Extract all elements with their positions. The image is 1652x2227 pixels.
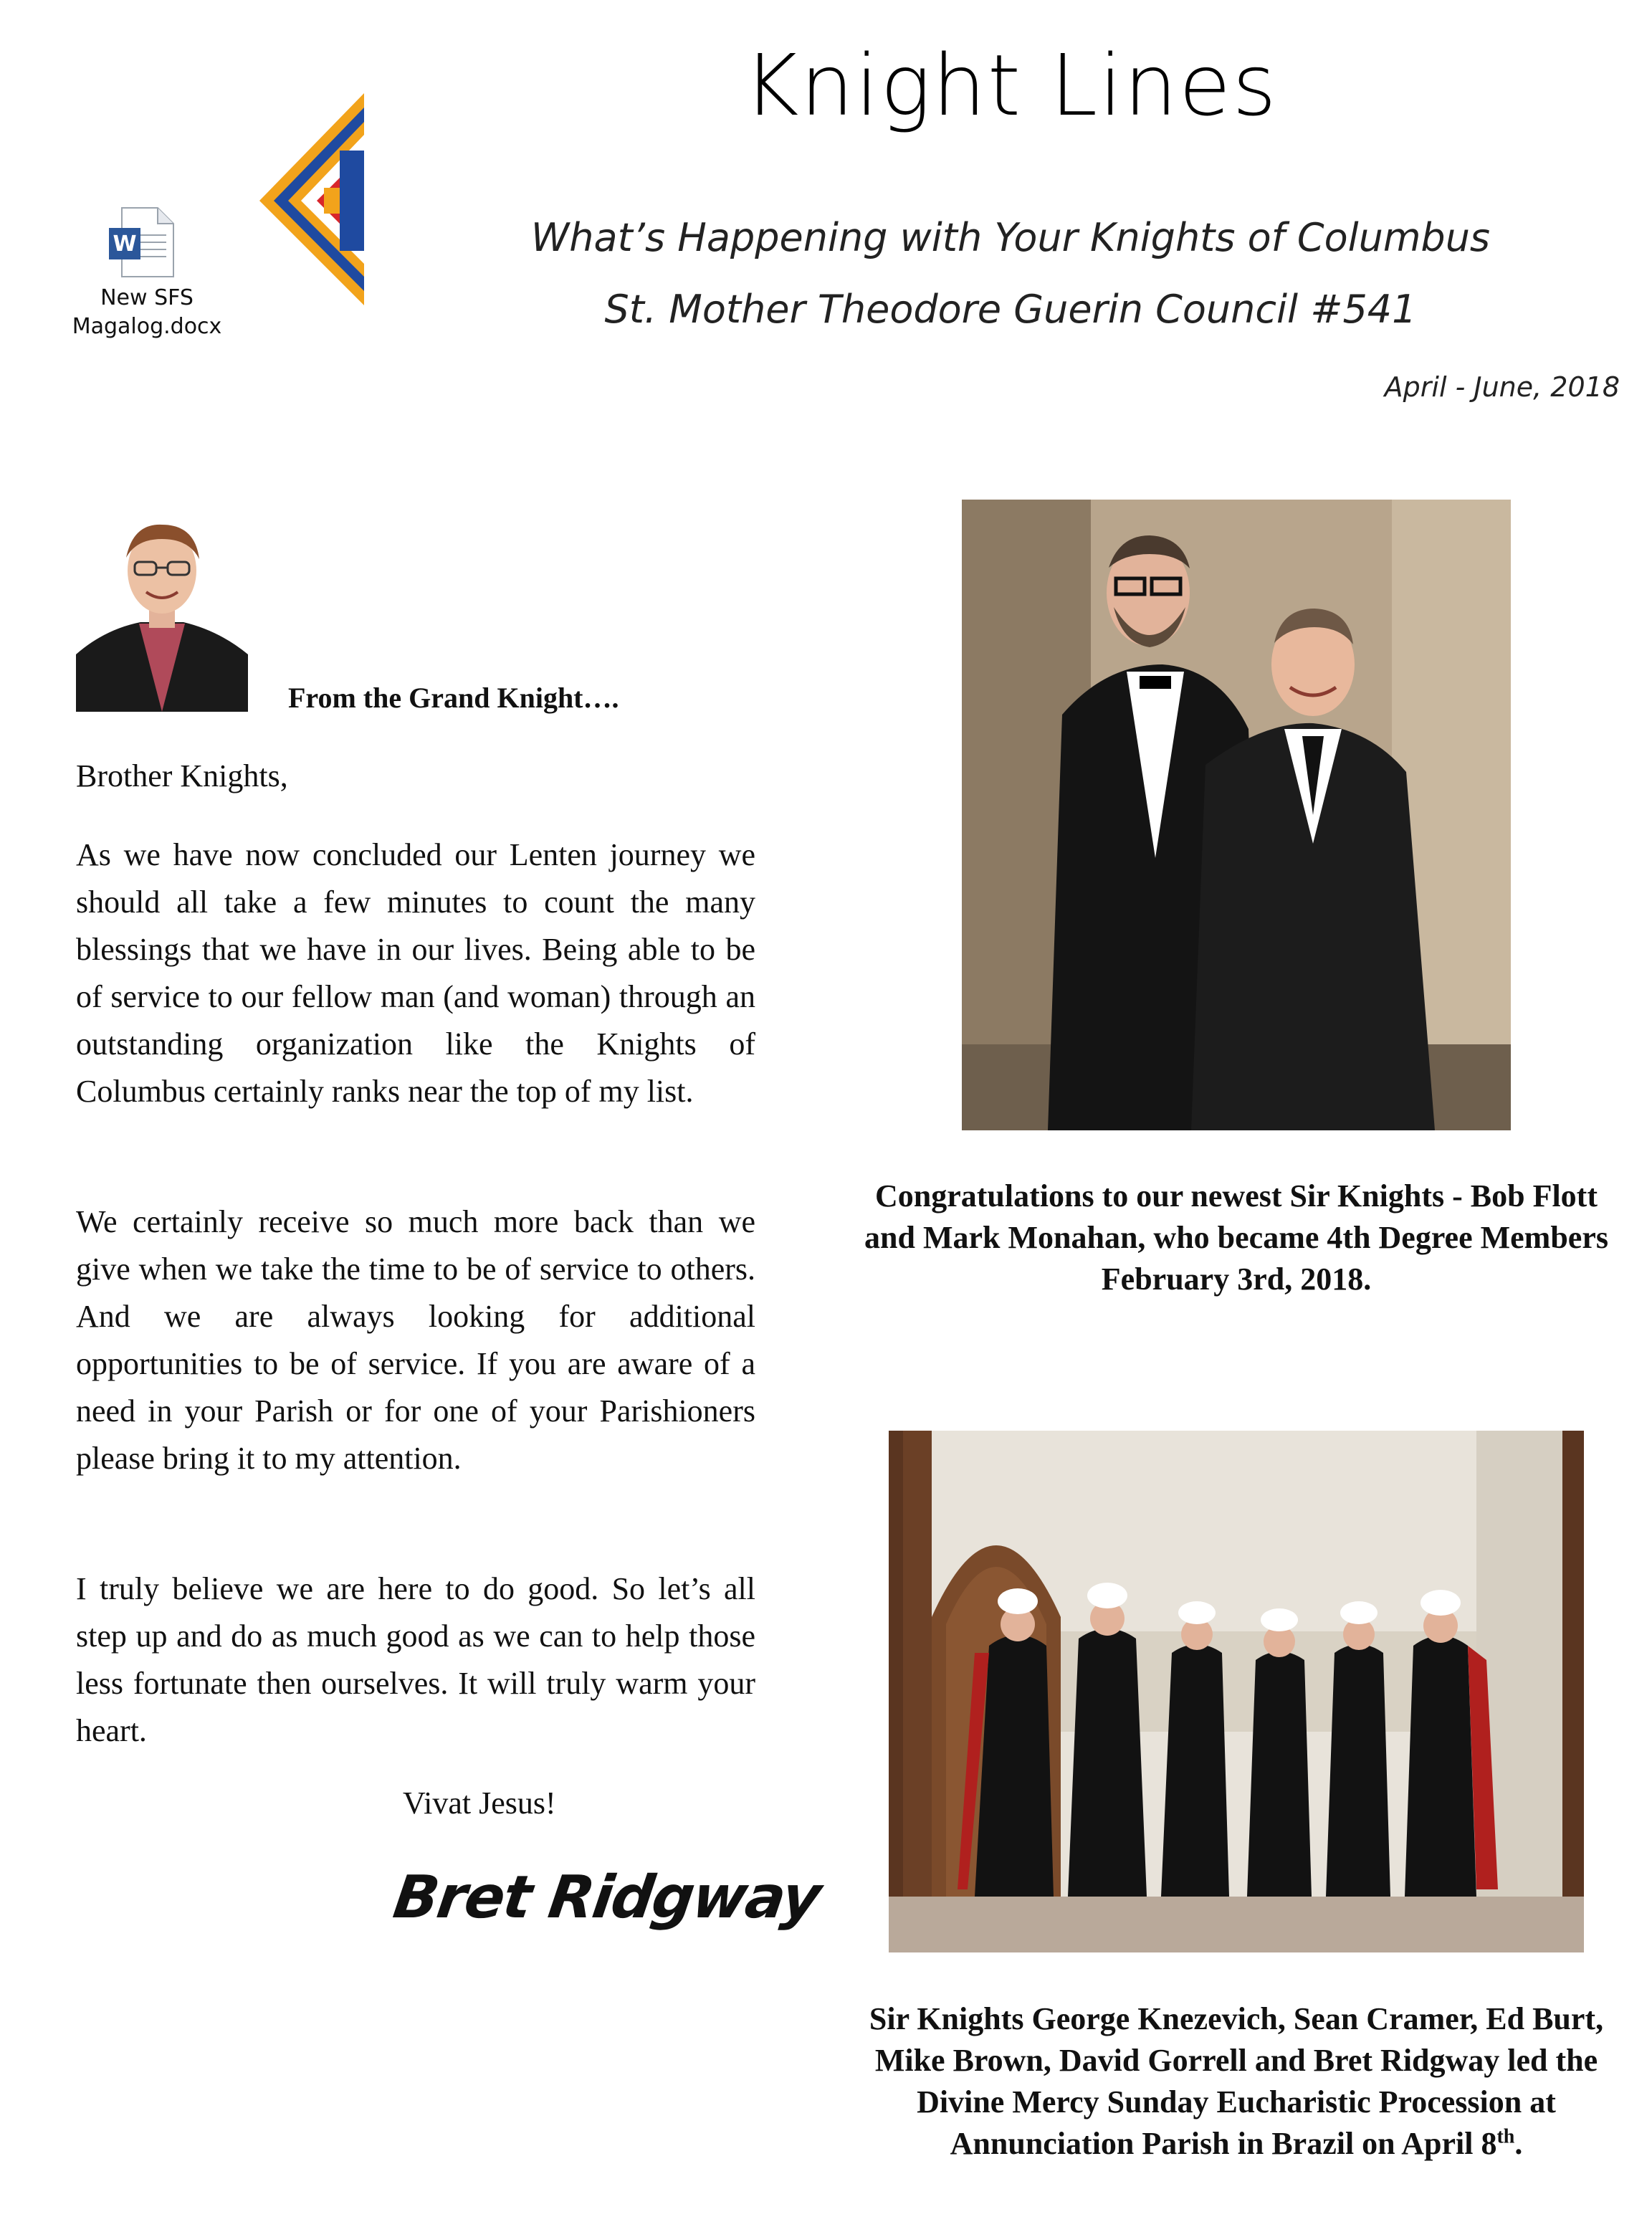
- desktop-file-label[interactable]: [43, 284, 251, 341]
- photo2-caption-end: .: [1514, 2126, 1523, 2161]
- masthead-title: Knight Lines: [743, 36, 1278, 135]
- photo2-caption-superscript: th: [1496, 2125, 1515, 2148]
- word-document-icon[interactable]: [108, 206, 175, 278]
- signature: Bret Ridgway: [389, 1864, 824, 1932]
- letter-paragraph-3: I truly believe we are here to do good. So let’s all step up and do as much good as we can to help those less fortunate then ourselves. It will truly warm your heart.: [76, 1571, 755, 1748]
- sir-knights-photo: [962, 500, 1511, 1130]
- grand-knight-portrait: [76, 507, 248, 712]
- letter-paragraph-1: As we have now concluded our Lenten journey we should all take a few minutes to count the many blessings that we have in our lives. Being able to be of service to our fellow man (and woman) through an outstanding organization like the Knights of Columbus certainly ranks near the top of my list.: [76, 837, 755, 1109]
- council-name: St. Mother Theodore Guerin Council #541: [604, 287, 1417, 332]
- knights-emblem-logo: [259, 93, 364, 305]
- issue-date: April - June, 2018: [1384, 371, 1620, 403]
- svg-text:W: W: [113, 232, 137, 257]
- salutation: Brother Knights,: [76, 758, 288, 793]
- photo2-caption-text: Sir Knights George Knezevich, Sean Cramer, Ed Burt, Mike Brown, David Gorrell and Bret Ridgway led the Divine Mercy Sunday Eucharistic Procession at Annunciation Parish in Brazil on April 8: [869, 2001, 1604, 2161]
- procession-group-photo: [889, 1431, 1584, 1952]
- file-label-line1: New SFS: [100, 285, 194, 310]
- letter-closing: Vivat Jesus!: [403, 1785, 556, 1821]
- photo1-caption: Congratulations to our newest Sir Knights - Bob Flott and Mark Monahan, who became 4th Degree Members February 3rd, 2018.: [864, 1178, 1608, 1297]
- letter-paragraph-2: We certainly receive so much more back than we give when we take the time to be of service to others. And we are always looking for additional opportunities to be of service. If you are aware of a need in your Parish or for one of your Parishioners please bring it to my attention.: [76, 1204, 755, 1476]
- photo2-caption: [860, 1998, 1613, 2165]
- file-label-line2: Magalog.docx: [72, 314, 222, 339]
- grand-knight-heading: From the Grand Knight….: [288, 682, 619, 714]
- masthead-subtitle: What’s Happening with Your Knights of Columbus: [530, 215, 1491, 260]
